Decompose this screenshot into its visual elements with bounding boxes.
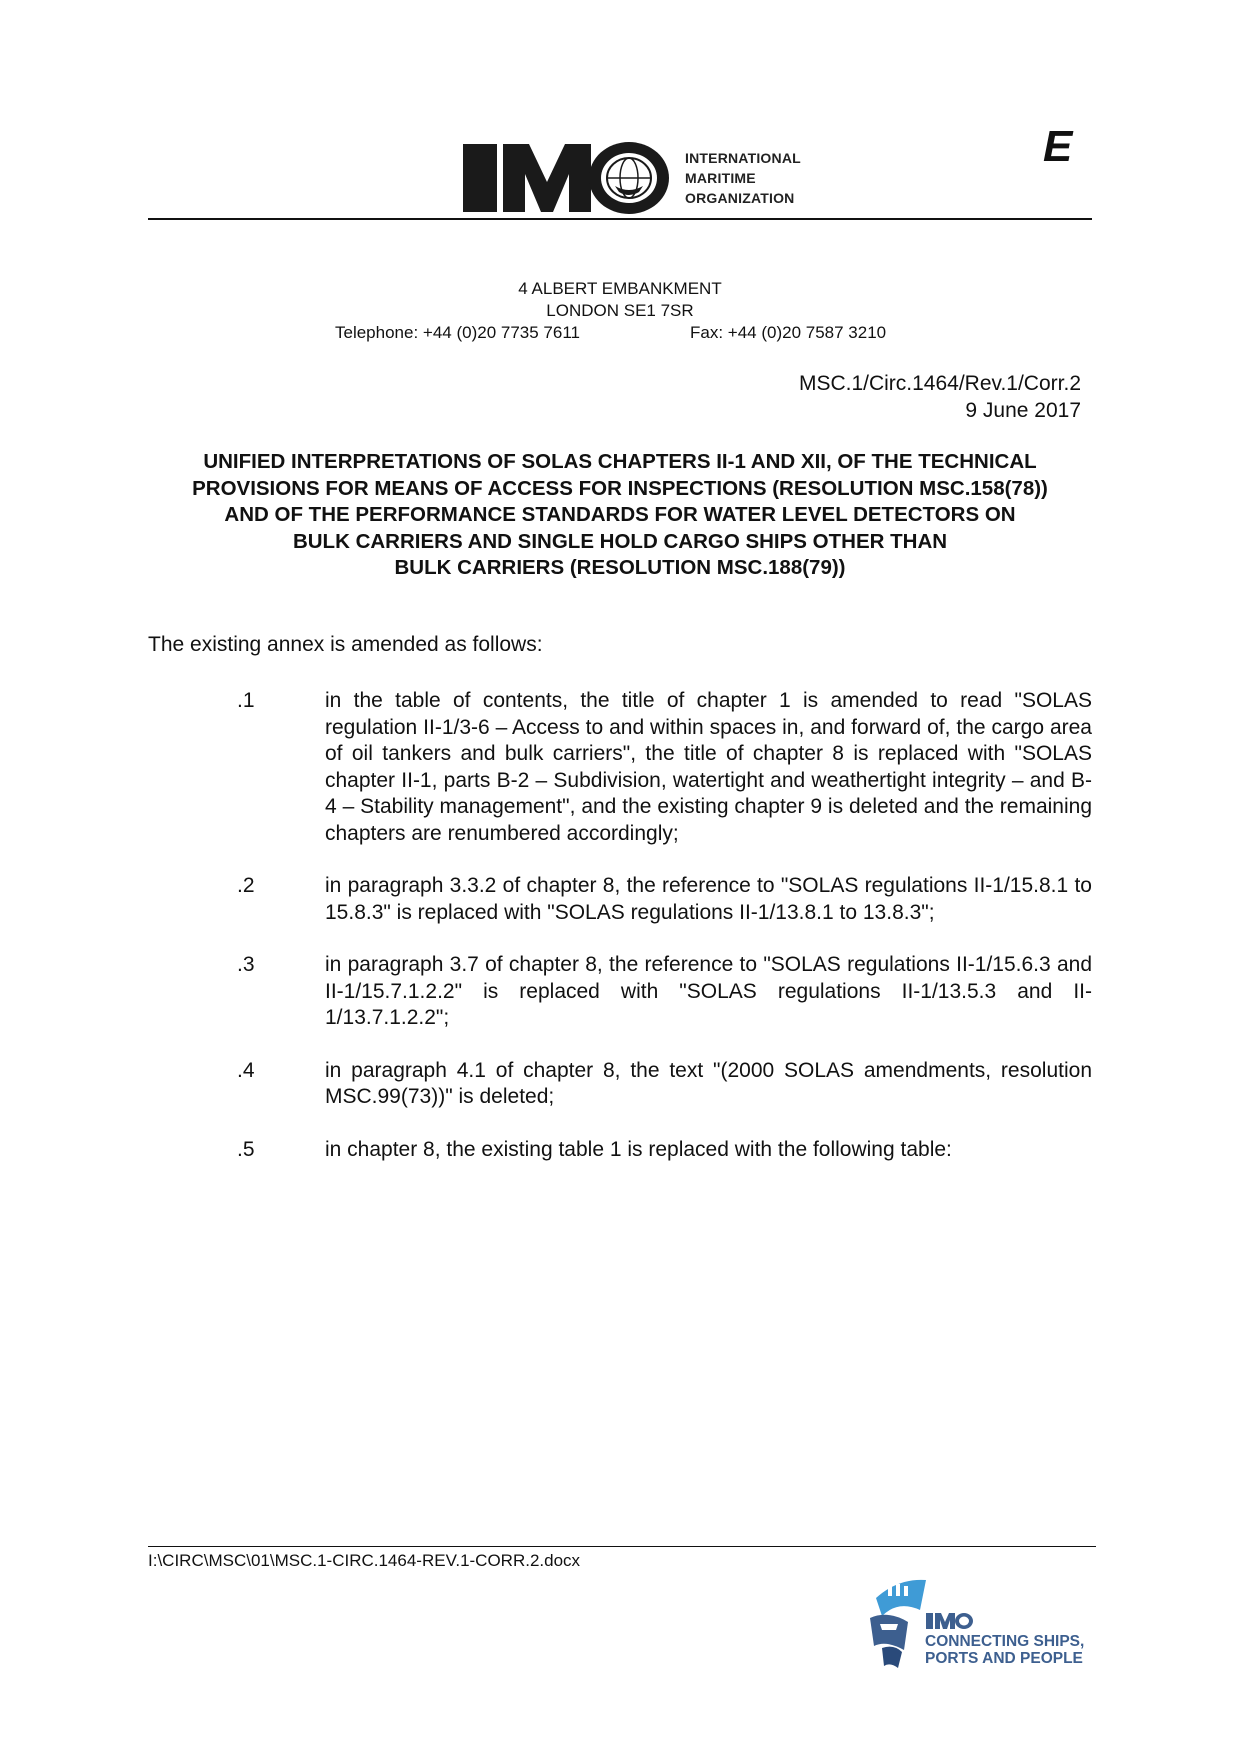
list-item <box>148 952 1092 1032</box>
intro-paragraph: The existing annex is amended as follows: <box>148 633 543 656</box>
fax: Fax: +44 (0)20 7587 3210 <box>690 323 887 342</box>
list-item <box>148 1058 1092 1111</box>
footer-tagline: CONNECTING SHIPS, PORTS AND PEOPLE <box>925 1633 1085 1667</box>
item-number: .3 <box>237 953 255 976</box>
document-title: UNIFIED INTERPRETATIONS OF SOLAS CHAPTERS II-1 AND XII, OF THE TECHNICAL PROVISIONS FOR MEANS OF ACCESS FOR INSPECTIONS (RESOLUTION MSC.158(78)) AND OF THE PERFORMANCE STANDARDS FOR WATER LEVEL DETECTORS ON BULK CARRIERS AND SINGLE HOLD CARGO SHIPS OTHER THAN BULK CARRIERS (RESOLUTION MSC.188(79)) <box>192 450 1048 579</box>
language-code: E <box>1043 122 1073 171</box>
item-text: in chapter 8, the existing table 1 is replaced with the following table: <box>325 1137 952 1161</box>
item-number: .2 <box>237 874 255 897</box>
document-date: 9 June 2017 <box>965 399 1081 422</box>
document-reference: MSC.1/Circ.1464/Rev.1/Corr.2 <box>798 372 1081 395</box>
address-block <box>148 278 1092 322</box>
list-item <box>148 873 1092 926</box>
ship-emblem-icon <box>868 1570 928 1670</box>
footer-logo <box>868 1570 1096 1670</box>
address-line: LONDON SE1 7SR <box>546 301 694 320</box>
list-item <box>148 688 1092 847</box>
item-number: .5 <box>237 1137 255 1161</box>
imo-mini-wordmark-icon <box>926 1612 974 1630</box>
address-line: 4 ALBERT EMBANKMENT <box>518 279 722 298</box>
item-text: in paragraph 3.7 of chapter 8, the reference to "SOLAS regulations II-1/15.6.3 and II-1/15.7.1.2.2" is replaced with "SOLAS regulations II-1/13.5.3 and II-1/13.7.1.2.2"; <box>325 953 1092 1029</box>
imo-wordmark-icon <box>463 138 673 216</box>
item-text: in paragraph 4.1 of chapter 8, the text "(2000 SOLAS amendments, resolution MSC.99(73))" is deleted; <box>325 1058 1092 1108</box>
document-reference-block <box>799 370 1081 424</box>
item-text: in the table of contents, the title of chapter 1 is amended to read "SOLAS regulation II-1/3-6 – Access to and within spaces in, and forward of, the cargo area of oil tankers and bulk carriers", the title of chapter 8 is replaced with "SOLAS chapter II-1, parts B-2 – Subdivision, watertight and weathertight integrity – and B-4 – Stability management", and the existing chapter 9 is deleted and the remaining chapters are renumbered accordingly; <box>325 689 1092 845</box>
file-path: I:\CIRC\MSC\01\MSC.1-CIRC.1464-REV.1-CORR.2.docx <box>148 1551 581 1570</box>
amendment-list <box>148 688 1092 1189</box>
list-item <box>148 1137 1092 1164</box>
footer-rule <box>148 1546 1096 1547</box>
telephone: Telephone: +44 (0)20 7735 7611 <box>335 323 580 342</box>
item-number: .1 <box>237 689 255 712</box>
item-number: .4 <box>237 1058 255 1082</box>
imo-logo <box>463 138 823 216</box>
header-rule <box>148 218 1092 220</box>
imo-org-name: INTERNATIONAL MARITIME ORGANIZATION <box>685 150 801 206</box>
item-text: in paragraph 3.3.2 of chapter 8, the reference to "SOLAS regulations II-1/15.8.1 to 15.8.3" is replaced with "SOLAS regulations II-1/13.8.1 to 13.8.3"; <box>325 874 1092 924</box>
